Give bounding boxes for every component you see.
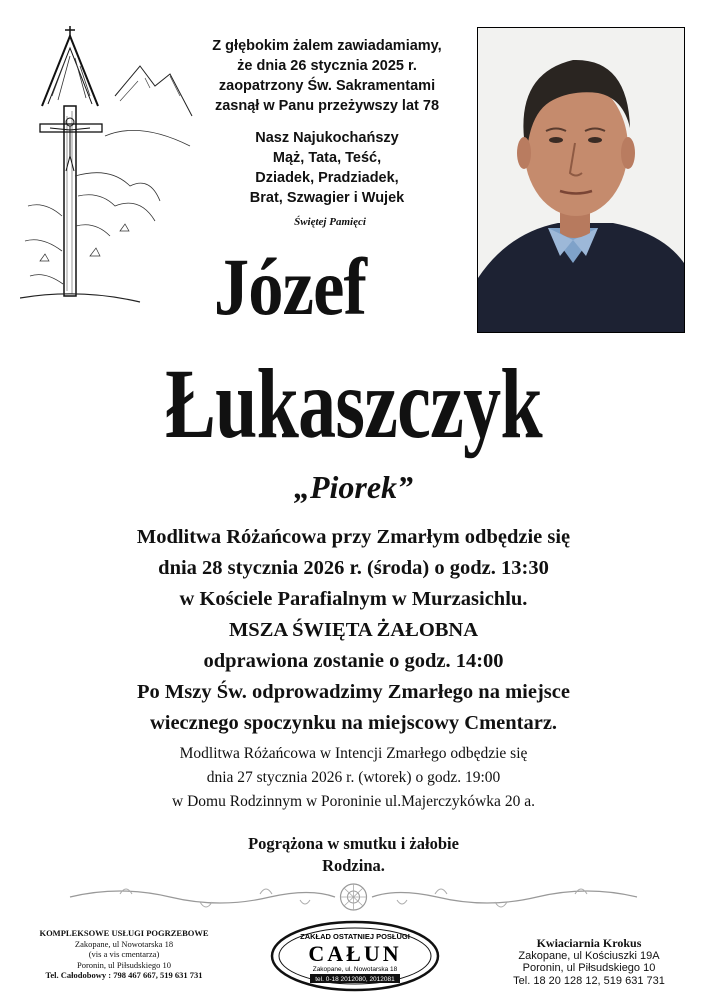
ceremony-line: w Kościele Parafialnym w Murzasichlu. bbox=[179, 588, 528, 610]
ceremony-line: dnia 28 stycznia 2026 r. (środa) o godz. 13:30 bbox=[158, 557, 549, 579]
home-prayer-line: Modlitwa Różańcowa w Intencji Zmarłego odbędzie się bbox=[179, 745, 528, 762]
funeral-home-line: Zakopane, ul Nowotarska 18 bbox=[74, 938, 174, 949]
announcement-intro bbox=[196, 36, 458, 116]
logo-phone: tel. 0-18 2012080, 2012081 bbox=[315, 976, 395, 983]
intro-line: zaopatrzony Św. Sakramentami bbox=[218, 78, 436, 94]
mourners-line: Rodzina. bbox=[322, 856, 385, 875]
florist-info bbox=[476, 937, 702, 987]
logo-address: Zakopane, ul. Nowotarska 18 bbox=[312, 966, 398, 973]
home-prayer-details bbox=[60, 742, 647, 814]
calun-logo bbox=[270, 920, 440, 992]
last-name: Łukaszczyk bbox=[165, 348, 542, 459]
family-line: Nasz Najukochańszy bbox=[255, 130, 399, 146]
logo-top-text: ZAKŁAD OSTATNIEJ POSŁUGI bbox=[300, 932, 410, 941]
florist-title: Kwiaciarnia Krokus bbox=[536, 936, 642, 950]
home-prayer-line: dnia 27 stycznia 2026 r. (wtorek) o godz. 19:00 bbox=[206, 769, 501, 786]
family-line: Mąż, Tata, Teść, bbox=[272, 150, 382, 166]
ceremony-line: wiecznego spoczynku na miejscowy Cmentarz. bbox=[149, 712, 558, 734]
portrait-image bbox=[478, 28, 684, 332]
ceremony-line: Po Mszy Św. odprowadzimy Zmarłego na miejsce bbox=[137, 681, 570, 703]
funeral-home-line: Poronin, ul Piłsudskiego 10 bbox=[77, 959, 171, 970]
family-line: Brat, Szwagier i Wujek bbox=[249, 190, 405, 206]
logo-name: CAŁUN bbox=[308, 941, 402, 966]
ceremony-line: odprawiona zostanie o godz. 14:00 bbox=[203, 650, 504, 672]
florist-line: Poronin, ul Piłsudskiego 10 bbox=[522, 962, 656, 974]
ceremony-details bbox=[60, 522, 647, 739]
intro-line: Z głębokim żalem zawiadamiamy, bbox=[212, 38, 442, 54]
nickname: „Piorek” bbox=[293, 469, 414, 505]
funeral-home-title: KOMPLEKSOWE USŁUGI POGRZEBOWE bbox=[39, 928, 209, 938]
mourners-line: Pogrążona w smutku i żałobie bbox=[248, 834, 459, 853]
family-roles bbox=[200, 128, 454, 208]
family-line: Dziadek, Pradziadek, bbox=[255, 170, 399, 186]
in-memory-label: Świętej Pamięci bbox=[294, 216, 366, 228]
first-name: Józef bbox=[213, 241, 367, 332]
intro-line: że dnia 26 stycznia 2025 r. bbox=[237, 58, 417, 74]
portrait-photo bbox=[477, 27, 685, 333]
ceremony-line: Modlitwa Różańcowa przy Zmarłym odbędzie się bbox=[136, 526, 571, 548]
mourners-signature bbox=[150, 833, 557, 877]
funeral-home-info bbox=[8, 928, 240, 981]
home-prayer-line: w Domu Rodzinnym w Poroninie ul.Majerczykówka 20 a. bbox=[172, 793, 535, 810]
florist-line: Tel. 18 20 128 12, 519 631 731 bbox=[513, 974, 665, 987]
florist-line: Zakopane, ul Kościuszki 19A bbox=[518, 949, 660, 962]
funeral-home-phone: Tel. Całodobowy : 798 467 667, 519 631 731 bbox=[45, 970, 203, 980]
floral-ornament-divider bbox=[60, 880, 647, 914]
funeral-home-line: (vis a vis cmentarza) bbox=[88, 949, 160, 959]
intro-line: zasnął w Panu przeżywszy lat 78 bbox=[214, 98, 440, 114]
ceremony-line: MSZA ŚWIĘTA ŻAŁOBNA bbox=[228, 619, 479, 641]
